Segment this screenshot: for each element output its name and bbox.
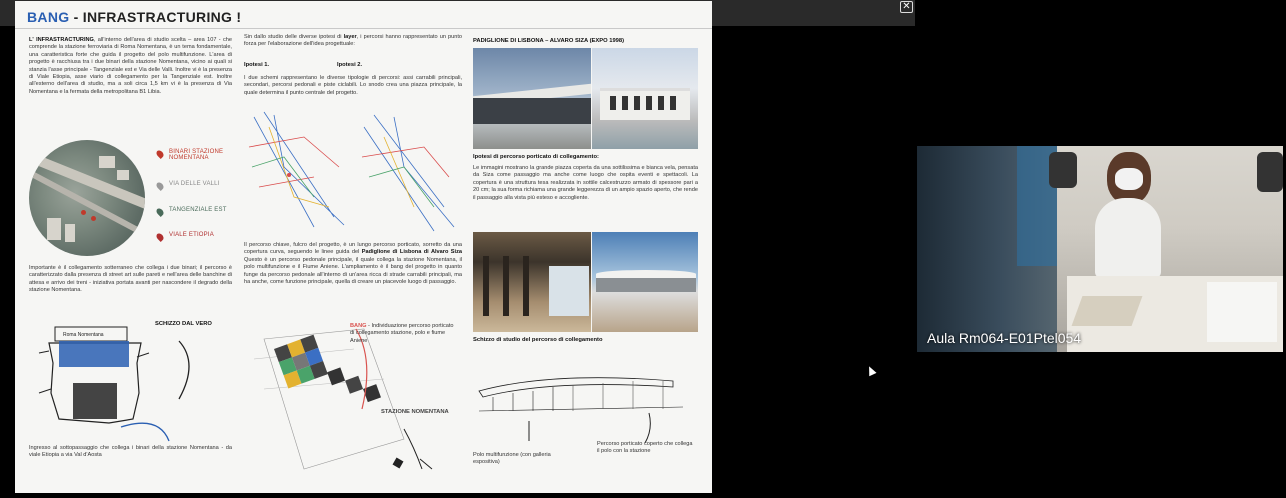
- station-label: STAZIONE NOMENTANA: [381, 409, 449, 415]
- col3-note-right: Percorso porticato coperto che collega il polo con la stazione: [597, 441, 693, 455]
- legend-etiopia: VIALE ETIOPIA: [157, 232, 214, 241]
- col3-sketch-title: Schizzo di studio del percorso di collegamento: [473, 337, 603, 343]
- pavilion-photo-2: [592, 48, 698, 149]
- map-pin: [81, 210, 86, 215]
- col1-intro-text: , all'interno dell'area di studio scelta – area 107 - che comprende la stazione ferroviaria di Roma Nomentana, è un tema fondamentale, una caratteristica forte che guida il progetto del polo multifunzione. L'area di progetto è racchiusa tra i due binari della stazione Nomentana, vicino ai quali si stanzia l'asse principale - Tangenziale est e Via delle Valli. Inoltre vi è la presenza di Viale Etiopia, asse viario di collegamento per la Tangenziale est. Inoltre all'esterno dell'area di studio, ma a soli circa 1,5 km vi è la presenza di Via Nomentana e la fermata della metropolitana B1 Libia.: [29, 37, 232, 95]
- location-pin-icon: [155, 207, 165, 217]
- location-pin-icon: [155, 181, 165, 191]
- col2-para1: Sin dallo studio delle diverse ipotesi di layer, i percorsi hanno rappresentato un punto forza per l'elaborazione dell'idea progettuale:: [244, 34, 462, 48]
- col1-sketch-title: SCHIZZO DAL VERO: [155, 321, 212, 327]
- col3-para: Le immagini mostrano la grande piazza coperta da una sottilissima e bianca vela, pensata da Siza come passaggio ma anche come luogo che ospita eventi e spettacoli. La copertura è una struttura tesa realizzata in sottile calcestruzzo armato di spessore pari a 20 cm; la sua forma richiama una grande leggerezza di un ampio spazio aperto, che rende il passaggio alla vista più esteso e accogliente.: [473, 165, 698, 201]
- station-sign-text: Roma Nomentana: [63, 332, 104, 338]
- slide-title-rest: - INFRASTRACTURING !: [73, 9, 242, 25]
- map-pin: [91, 216, 96, 221]
- participant-name-label: Aula Rm064-E01Ptel054: [927, 330, 1082, 346]
- location-pin-icon: [155, 232, 165, 242]
- bang-note: BANG - Individuazione percorso porticato di collegamento stazione, polo e fiume Aniene: [350, 323, 454, 344]
- col1-intro-bold: L' INFRASTRACTURING: [29, 37, 94, 43]
- connection-sketch: [473, 351, 698, 451]
- col1-para2: Importante è il collegamento sotterraneo che collega i due binari; il percorso è caratterizzato dalla presenza di street art sulle pareti e nell'area delle banchine di attesa e arrivo dei treni - iniziativa portata avanti per nascondere il degrado della stazione Nomentana.: [29, 265, 232, 294]
- col3-heading: PADIGLIONE DI LISBONA – ALVARO SIZA (EXPO 1998): [473, 38, 625, 44]
- underpass-sketch: [29, 323, 204, 443]
- col2-para3: Il percorso chiave, fulcro del progetto, è un lungo percorso porticato, sorretto da una copertura curva, seguendo le linee guida del Padiglione di Lisbona di Alvaro Siza Questo è un percorso pedonale principale, il quale collega la stazione Nomentana, il polo multifunzione e il Fiume Aniene. L'ampliamento è il bang del progetto in quanto funge da percorso pedonale all'interno di un'area ricca di strade carrabili principali, ma ha anche, come funzione principale, quella di creare un piacevole luogo di passaggio.: [244, 242, 462, 286]
- pavilion-photo-4: [592, 232, 698, 332]
- participant-video[interactable]: [917, 146, 1283, 352]
- hypothesis-2-label: Ipotesi 2.: [337, 62, 363, 68]
- title-divider: [15, 28, 712, 29]
- col1-intro: [29, 37, 232, 96]
- close-icon[interactable]: ✕: [900, 1, 913, 13]
- route-diagrams: [244, 107, 462, 237]
- slide-title-brand: BANG: [27, 9, 70, 25]
- pavilion-photo-3: [473, 232, 591, 332]
- legend-valli: VIA DELLE VALLI: [157, 181, 220, 190]
- col1-caption: Ingresso al sottopassaggio che collega i binari della stazione Nomentana - da viale Etiopia a via Val d'Aosta: [29, 445, 232, 459]
- hypothesis-1-label: Ipotesi 1.: [244, 62, 270, 68]
- col3-note-left: Polo multifunzione (con galleria espositiva): [473, 452, 551, 466]
- legend-tangenziale: TANGENZIALE EST: [157, 207, 227, 216]
- presentation-slide: [15, 1, 712, 493]
- slide-title: [27, 9, 241, 25]
- location-pin-icon: [155, 149, 165, 159]
- legend-binari: BINARI STAZIONE NOMENTANA: [157, 149, 233, 161]
- aerial-map: [29, 140, 145, 256]
- pavilion-photo-1: [473, 48, 591, 149]
- col3-subhead: Ipotesi di percorso porticato di collegamento:: [473, 154, 599, 160]
- col2-para2: I due schemi rappresentano le diverse tipologie di percorsi: assi carrabili principali, secondari, percorsi pedonali e piste ciclabili. Lo snodo crea una piazza principale, la quale determina il punto centrale del progetto.: [244, 75, 462, 96]
- mouse-cursor-icon: [865, 365, 876, 377]
